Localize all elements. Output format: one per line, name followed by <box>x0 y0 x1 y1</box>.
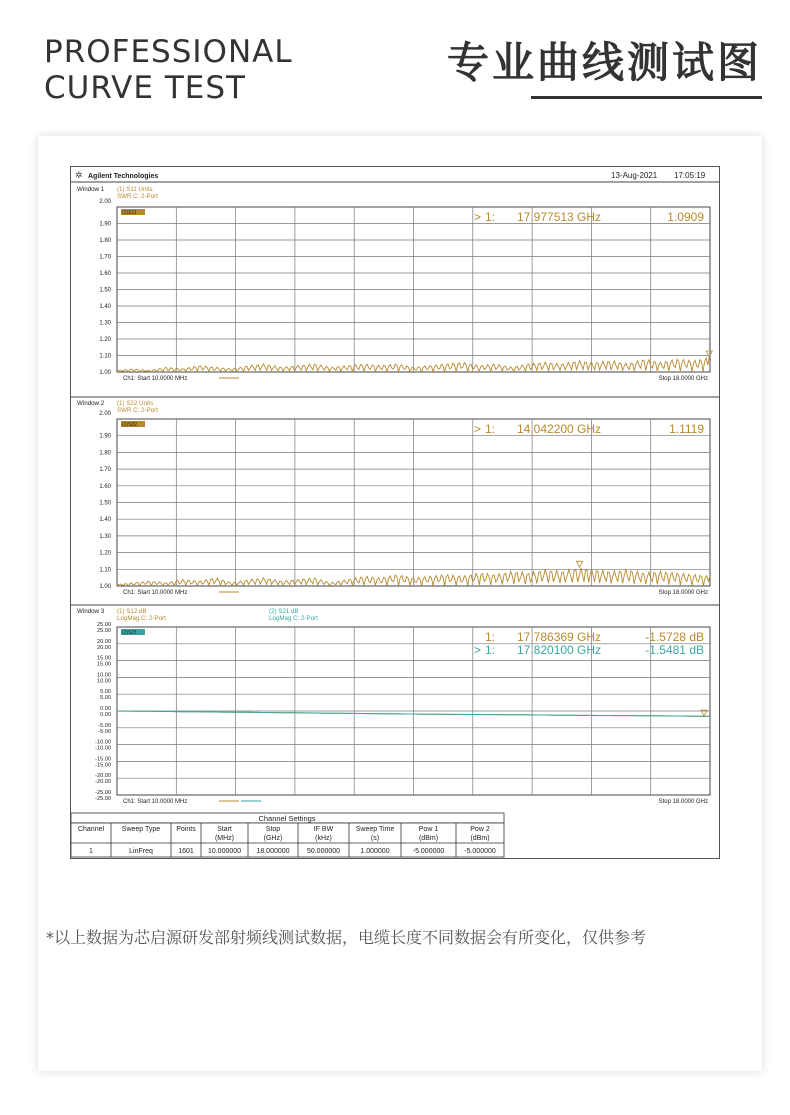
y-tick-label: -15.00 <box>95 762 111 769</box>
y-tick-label: 1.40 <box>99 517 111 524</box>
y-tick-label: -5.00 <box>98 728 111 735</box>
y-tick-label: 1.00 <box>99 370 111 376</box>
table-header-unit: (dBm) <box>470 835 490 842</box>
instrument-date: 13-Aug-2021 <box>611 171 658 180</box>
table-header-unit: (dBm) <box>418 835 439 842</box>
svg-text:(1)S22: (1)S22 <box>122 422 138 428</box>
y-tick-label: 1.10 <box>99 567 111 574</box>
svg-text:-1.5481 dB: -1.5481 dB <box>645 643 704 657</box>
svg-text:1.0909: 1.0909 <box>667 210 704 224</box>
measurement-windows <box>71 186 719 805</box>
trace-format: SWR C: 2-Port <box>117 407 158 414</box>
table-header: Pow 2 <box>470 826 490 833</box>
svg-text:17.786369 GHz: 17.786369 GHz <box>517 630 602 644</box>
trace-format: LogMag C: 2-Port <box>117 615 166 622</box>
marker-readout <box>474 210 704 224</box>
y-tick-label: 10.00 <box>97 672 111 679</box>
trace-label: (1) S22 Units <box>117 400 154 407</box>
channel-settings-title: Channel Settings <box>258 814 316 823</box>
instrument-brand: Agilent Technologies <box>88 173 159 180</box>
y-tick-label: 25.00 <box>97 622 111 628</box>
y-tick-label: -15.00 <box>95 756 111 763</box>
table-header-unit: (GHz) <box>263 835 283 842</box>
y-tick-label: 1.50 <box>99 500 111 507</box>
y-tick-label: 1.80 <box>99 450 111 457</box>
x-start-label: Ch1: Start 10.0000 MHz <box>123 799 188 805</box>
svg-text:-1.5728 dB: -1.5728 dB <box>645 630 704 644</box>
y-tick-label: 1.40 <box>99 304 111 310</box>
svg-text:14.042200 GHz: 14.042200 GHz <box>517 422 602 436</box>
table-header: Sweep Type <box>121 826 161 833</box>
y-tick-label: 1.90 <box>99 221 111 228</box>
y-tick-label: -20.00 <box>95 773 111 780</box>
instrument-panel <box>70 166 720 859</box>
trace-label: (1) S12 dB <box>117 608 147 615</box>
y-tick-label: 1.20 <box>99 550 111 557</box>
marker-triangle <box>577 561 583 567</box>
table-header: Start <box>217 826 232 833</box>
header-title-cn: 专业曲线测试图 <box>446 38 762 87</box>
trace-tag <box>121 629 145 636</box>
x-stop-label: Stop 18.0000 GHz <box>658 799 708 805</box>
table-cell: LinFreq <box>129 848 153 855</box>
marker-triangle <box>706 351 712 357</box>
table-header: Points <box>176 826 196 833</box>
window-2 <box>71 397 719 596</box>
header-title-en-line2: CURVE TEST <box>44 70 246 106</box>
table-cell: 10.000000 <box>207 848 242 855</box>
y-tick-label: 1.00 <box>99 584 111 590</box>
y-tick-label: 1.10 <box>99 353 111 360</box>
table-header: Stop <box>265 826 281 833</box>
svg-text:>: > <box>474 210 482 224</box>
y-tick-label: 1.70 <box>99 467 111 474</box>
table-cell: 1 <box>89 848 93 855</box>
window-1 <box>77 186 712 382</box>
marker-readout <box>474 422 704 436</box>
svg-text:1:: 1: <box>485 630 496 644</box>
window-label: Window 1 <box>77 186 105 193</box>
window-label: Window 3 <box>77 608 105 615</box>
y-tick-label: 1.20 <box>99 337 111 343</box>
trace-format: SWR C: 2-Port <box>117 193 158 200</box>
instrument-title-bar <box>71 170 719 182</box>
svg-text:1.1119: 1.1119 <box>669 422 704 436</box>
footnote: *以上数据为芯启源研发部射频线测试数据，电缆长度不同数据会有所变化，仅供参考 <box>46 928 647 947</box>
y-tick-label: 1.60 <box>99 483 111 490</box>
svg-text:(2)S21: (2)S21 <box>122 630 138 636</box>
x-stop-label: Stop 18.0000 GHz <box>658 590 708 596</box>
svg-text:1:: 1: <box>485 422 496 436</box>
y-tick-label: 1.30 <box>99 533 111 540</box>
y-tick-label: 1.80 <box>99 238 111 244</box>
marker-readout <box>485 630 704 644</box>
header-underline <box>531 96 762 99</box>
x-start-label: Ch1: Start 10.0000 MHz <box>123 376 188 382</box>
channel-settings-table <box>71 813 504 857</box>
y-tick-label: 0.00 <box>100 706 111 712</box>
y-tick-label: 2.00 <box>99 411 111 417</box>
table-header-unit: (s) <box>370 835 380 842</box>
y-tick-label: 5.00 <box>100 695 111 702</box>
svg-text:>: > <box>474 643 482 657</box>
agilent-logo-icon: ✲ <box>75 170 83 180</box>
y-tick-label: 20.00 <box>97 644 111 651</box>
y-tick-label: -20.00 <box>95 779 111 786</box>
x-start-label: Ch1: Start 10.0000 MHz <box>123 590 188 596</box>
y-tick-label: -25.00 <box>95 790 111 796</box>
table-cell: 1601 <box>178 848 194 855</box>
svg-text:(1)S11: (1)S11 <box>122 210 137 216</box>
table-cell: 50.000000 <box>306 848 341 855</box>
y-tick-label: 1.90 <box>99 433 111 440</box>
trace-tag <box>121 209 145 216</box>
table-header-unit: (MHz) <box>214 835 235 842</box>
svg-text:17.820100 GHz: 17.820100 GHz <box>517 643 602 657</box>
trace-label: (1) S11 Units <box>117 186 153 193</box>
table-cell: -5.000000 <box>464 848 496 855</box>
table-header-unit: (kHz) <box>315 835 332 842</box>
table-header: Sweep Time <box>355 826 395 833</box>
y-tick-label: -10.00 <box>95 739 111 746</box>
marker-readout <box>474 643 704 657</box>
window-3 <box>71 605 719 805</box>
y-tick-label: 1.60 <box>99 271 111 277</box>
table-cell: -5.000000 <box>412 848 445 855</box>
svg-text:17.977513 GHz: 17.977513 GHz <box>517 210 602 224</box>
x-stop-label: Stop 18.0000 GHz <box>658 376 708 382</box>
table-cell: 1.000000 <box>360 848 390 855</box>
svg-text:1:: 1: <box>485 210 496 224</box>
y-tick-label: -5.00 <box>98 722 111 729</box>
y-tick-label: -10.00 <box>95 745 111 752</box>
svg-text:>: > <box>474 422 482 436</box>
table-header: Channel <box>77 826 105 833</box>
y-tick-label: 15.00 <box>97 661 111 668</box>
instrument-time: 17:05:19 <box>674 171 706 180</box>
window-label: Window 2 <box>77 400 105 407</box>
trace-tag <box>121 421 145 428</box>
y-tick-label: 25.00 <box>97 628 111 634</box>
y-tick-label: 2.00 <box>99 199 111 205</box>
vna-screen <box>71 167 719 858</box>
y-tick-label: 1.30 <box>99 320 111 327</box>
y-tick-label: 5.00 <box>100 689 111 696</box>
table-header: IF BW <box>313 826 334 833</box>
header-title-en <box>44 34 293 106</box>
y-tick-label: 15.00 <box>97 655 111 662</box>
y-tick-label: 20.00 <box>97 638 111 645</box>
y-tick-label: 1.50 <box>99 287 111 294</box>
header-title-en-line1: PROFESSIONAL <box>44 34 293 70</box>
y-tick-label: 0.00 <box>100 712 111 718</box>
y-tick-label: 10.00 <box>97 678 111 685</box>
svg-text:1:: 1: <box>485 643 496 657</box>
table-header: Pow 1 <box>418 826 439 833</box>
trace-format-2: LogMag C: 2-Port <box>269 615 318 622</box>
trace-label-2: (2) S21 dB <box>269 608 299 615</box>
y-tick-label: -25.00 <box>95 796 111 802</box>
y-tick-label: 1.70 <box>99 254 111 261</box>
table-cell: 18.000000 <box>256 848 290 855</box>
